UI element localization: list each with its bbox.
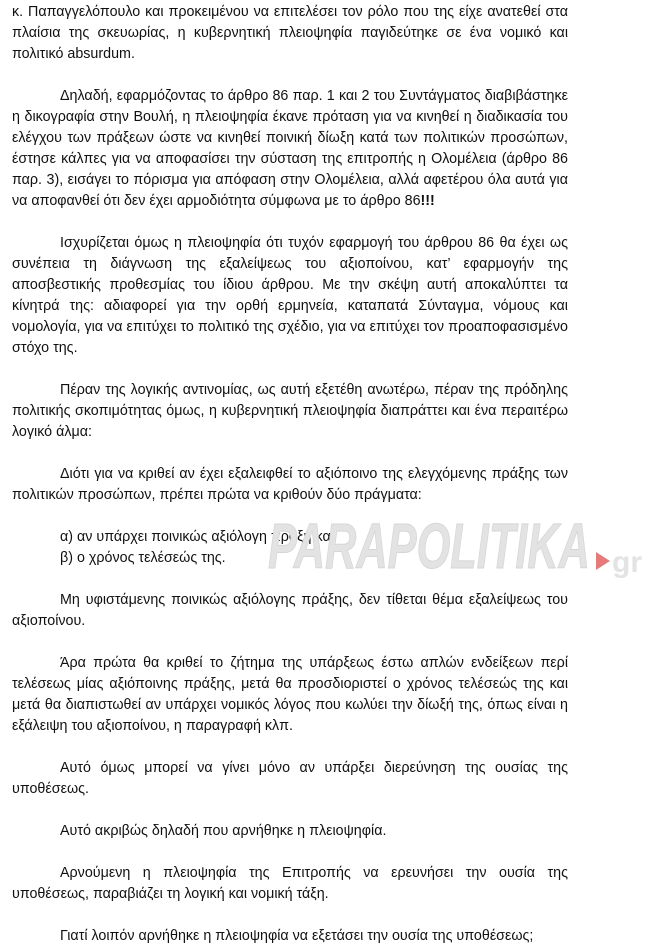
list-item-a: α) αν υπάρχει ποινικώς αξιόλογη πράξη και bbox=[60, 529, 334, 545]
watermark-arrow-icon bbox=[596, 552, 610, 570]
paragraph-11: Γιατί λοιπόν αρνήθηκε η πλειοψηφία να εξετάσει την ουσία της υποθέσεως; bbox=[60, 928, 534, 944]
watermark-suffix: gr bbox=[612, 546, 642, 579]
document-body bbox=[12, 2, 568, 947]
watermark-text: PARAPOLITIKA bbox=[268, 510, 590, 582]
paragraph-4: Πέραν της λογικής αντινομίας, ως αυτή εξετέθη ανωτέρω, πέραν της πρόδηλης πολιτικής σκοπιμότητας όμως, η κυβερνητική πλειοψηφία διαπράττει και ένα περαιτέρω λογικό άλμα: bbox=[12, 382, 568, 440]
paragraph-2 bbox=[12, 86, 568, 212]
paragraph-5: Διότι για να κριθεί αν έχει εξαλειφθεί το αξιόποινο της ελεγχόμενης πράξης των πολιτικών προσώπων, πρέπει πρώτα να κριθούν δύο πράγματα: bbox=[12, 466, 568, 503]
paragraph-3: Ισχυρίζεται όμως η πλειοψηφία ότι τυχόν εφαρμογή του άρθρου 86 θα έχει ως συνέπεια τη διάγνωση της εξαλείψεως του αξιοποίνου, κατ’ εφαρμογήν της αποσβεστικής προθεσμίας του ίδιου άρθρου. Με την σκέψη αυτή αποκαλύπτει τα κίνητρά της: αδιαφορεί για την ορθή ερμηνεία, καταπατά Σύνταγμα, νόμους και νομολογία, για να επιτύχει το πολιτικό της σχέδιο, για να επιτύχει τον προαποφασισμένο στόχο της. bbox=[12, 235, 568, 356]
paragraph-8: Αυτό όμως μπορεί να γίνει μόνο αν υπάρξει διερεύνηση της ουσίας της υποθέσεως. bbox=[12, 760, 568, 797]
paragraph-6: Μη υφιστάμενης ποινικώς αξιόλογης πράξης, δεν τίθεται θέμα εξαλείψεως του αξιοποίνου. bbox=[12, 592, 568, 629]
paragraph-9: Αυτό ακριβώς δηλαδή που αρνήθηκε η πλειοψηφία. bbox=[60, 823, 387, 839]
paragraph-7: Άρα πρώτα θα κριθεί το ζήτημα της υπάρξεως έστω απλών ενδείξεων περί τελέσεως μίας αξιόποινης πράξης, μετά θα προσδιοριστεί ο χρόνος τελέσεώς της και μετά θα διαπιστωθεί αν υπάρχει νομικός λόγος που κωλύει την δίωξή της, όπως είναι η εξάλειψη του αξιοποίνου, η παραγραφή κλπ. bbox=[12, 655, 568, 734]
paragraph-10: Αρνούμενη η πλειοψηφία της Επιτροπής να ερευνήσει την ουσία της υποθέσεως, παραβιάζει τη λογική και νομική τάξη. bbox=[12, 865, 568, 902]
paragraph-2-text: Δηλαδή, εφαρμόζοντας το άρθρο 86 παρ. 1 και 2 του Συντάγματος διαβιβάστηκε η δικογραφία στην Βουλή, η πλειοψηφία έκανε πρόταση για να κινηθεί η διαδικασία του ελέγχου των πράξεων ώστε να κινηθεί ποινική δίωξη κατά των πολιτικών προσώπων, έστησε κάλπες για να αποφασίσει την σύσταση της επιτροπής η Ολομέλεια (άρθρο 86 παρ. 3), εισάγει το πόρισμα για απόφαση στην Ολομέλεια, αλλά αφετέρου όλα αυτά για να αποφανθεί ότι δεν έχει αρμοδιότητα σύμφωνα με το άρθρο 86 bbox=[12, 88, 568, 209]
list-item-b: β) ο χρόνος τελέσεώς της. bbox=[60, 550, 226, 566]
paragraph-1: κ. Παπαγγελόπουλο και προκειμένου να επιτελέσει τον ρόλο που της είχε ανατεθεί στα πλαίσια της σκευωρίας, η κυβερνητική πλειοψηφία παγιδεύτηκε σε ένα νομικό και πολιτικό absurdum. bbox=[12, 4, 568, 62]
paragraph-2-emphasis: !!! bbox=[420, 193, 435, 209]
